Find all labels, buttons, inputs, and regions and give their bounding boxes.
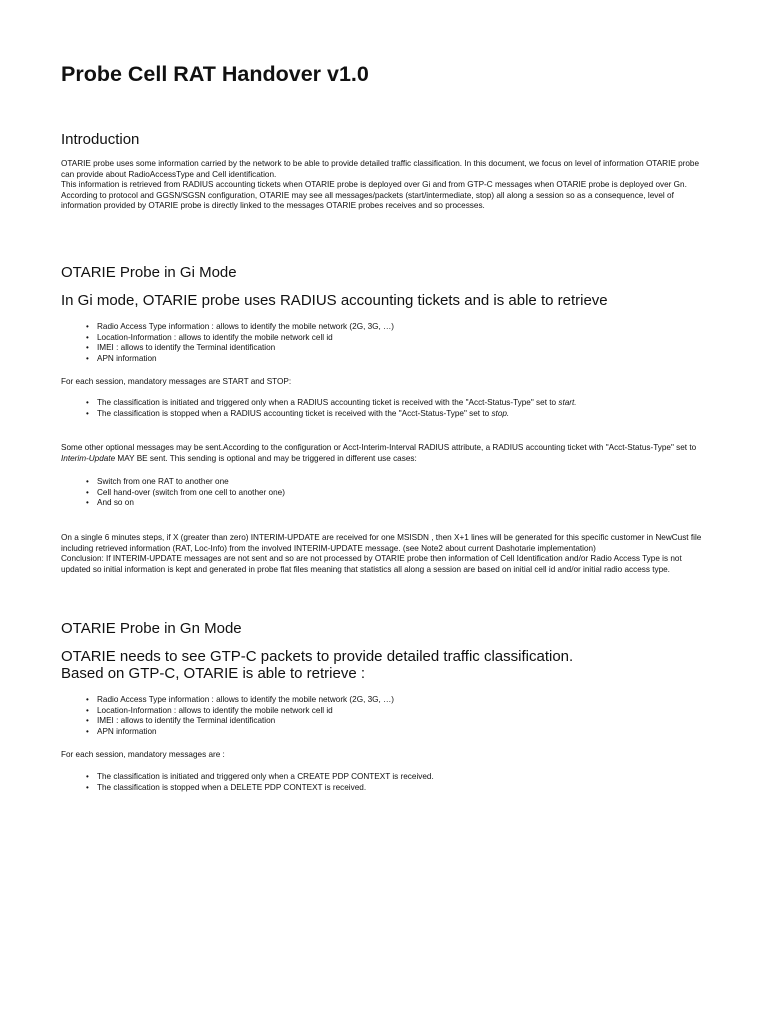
intro-paragraph-3: According to protocol and GGSN/SGSN configuration, OTARIE may see all messages/packets (start/intermediate, stop) all along a session so as a consequence, level of information provided by OTARIE probe is directly linked to the messages OTARIE probes receives and so processes.	[61, 190, 674, 211]
gi-subheading: In Gi mode, OTARIE probe uses RADIUS accounting tickets and is able to retrieve	[61, 292, 608, 309]
gn-subheading-line-2: Based on GTP-C, OTARIE is able to retrieve :	[61, 665, 365, 682]
list-item	[97, 398, 711, 409]
gn-heading: OTARIE Probe in Gn Mode	[61, 620, 242, 637]
gi-section	[61, 264, 711, 281]
list-item: • The classification is initiated and triggered only when a CREATE PDP CONTEXT is received.	[97, 772, 711, 783]
page-title: Probe Cell RAT Handover v1.0	[61, 62, 369, 86]
gn-mandatory-intro-wrap	[61, 750, 711, 761]
gi-optional-pre: Some other optional messages may be sent.According to the configuration or Acct-Interim-Interval RADIUS attribute, a RADIUS accounting ticket with "Acct-Status-Type" set to	[61, 443, 697, 452]
gi-single-steps-paragraph: On a single 6 minutes steps, if X (greater than zero) INTERIM-UPDATE are received for one MSISDN , then X+1 lines will be generated for this specific customer in NewCust file including retrieved information (RAT, Loc-Info) from the involved INTERIM-UPDATE message. (see Note2 about current Dashotarie implementation)	[61, 533, 702, 553]
gn-retrieve-list	[61, 695, 711, 737]
gi-optional-post: MAY BE sent. This sending is optional and may be triggered in different use cases:	[115, 453, 417, 463]
gi-heading: OTARIE Probe in Gi Mode	[61, 264, 237, 281]
gi-mandatory-intro: For each session, mandatory messages are START and STOP:	[61, 377, 292, 386]
gn-section	[61, 620, 711, 637]
intro-paragraph-2: This information is retrieved from RADIUS accounting tickets when OTARIE probe is deployed over Gi and from GTP-C messages when OTARIE probe is deployed over Gn.	[61, 180, 687, 190]
gi-mandatory-list	[61, 398, 711, 419]
gi-retrieve-list	[61, 322, 711, 364]
intro-section	[61, 131, 711, 148]
gi-optional-paragraph	[61, 443, 711, 464]
gi-steps-wrap	[61, 533, 711, 575]
list-item: • Radio Access Type information : allows to identify the mobile network (2G, 3G, …)	[97, 695, 711, 706]
gi-mandatory-intro-wrap	[61, 377, 711, 388]
gi-optional-wrap	[61, 443, 711, 464]
list-item: • Cell hand-over (switch from one cell to another one)	[97, 488, 711, 499]
gn-subheading-line-1: OTARIE needs to see GTP-C packets to provide detailed traffic classification.	[61, 648, 574, 665]
gi-retrieve-list-wrap	[61, 322, 711, 364]
list-item: • APN information	[97, 727, 711, 738]
intro-body	[61, 159, 711, 212]
list-item: • The classification is stopped when a DELETE PDP CONTEXT is received.	[97, 783, 711, 794]
list-item-text: The classification is stopped when a RADIUS accounting ticket is received with the "Acct-Status-Type" set to	[97, 408, 492, 418]
intro-heading: Introduction	[61, 131, 140, 148]
intro-paragraph-1: OTARIE probe uses some information carried by the network to be able to provide detailed traffic classification. In this document, we focus on level of information OTARIE probe can provide about RadioAccessType and Cell identification.	[61, 159, 700, 179]
gi-usecase-list-wrap	[61, 477, 711, 509]
gi-conclusion-paragraph: Conclusion: If INTERIM-UPDATE messages are not sent and so are not processed by OTARIE probe then information of Cell Identification and/or Radio Access Type is not updated so initial information is kept and generated in probe flat files meaning that statistics all along a session are based on initial cell id and/or initial radio access type.	[61, 554, 682, 574]
gn-retrieve-list-wrap	[61, 695, 711, 737]
gi-mandatory-list-wrap	[61, 398, 711, 419]
list-item-emphasis: stop.	[491, 408, 510, 418]
gi-subheading-wrap	[61, 292, 711, 309]
list-item: • Switch from one RAT to another one	[97, 477, 711, 488]
list-item: • Location-Information : allows to identify the mobile network cell id	[97, 706, 711, 717]
gn-mandatory-list	[61, 772, 711, 793]
gn-mandatory-list-wrap	[61, 772, 711, 793]
list-item: • Radio Access Type information : allows to identify the mobile network (2G, 3G, …)	[97, 322, 711, 333]
gi-optional-emph: Interim-Update	[61, 453, 116, 463]
list-item: • IMEI : allows to identify the Terminal identification	[97, 343, 711, 354]
list-item: • APN information	[97, 354, 711, 365]
list-item: • IMEI : allows to identify the Terminal identification	[97, 716, 711, 727]
list-item-emphasis: start.	[558, 398, 577, 407]
list-item-text: The classification is initiated and triggered only when a RADIUS accounting ticket is received with the "Acct-Status-Type" set to	[97, 398, 559, 407]
list-item: • And so on	[97, 498, 711, 509]
list-item: • Location-Information : allows to identify the mobile network cell id	[97, 333, 711, 344]
gn-mandatory-intro: For each session, mandatory messages are :	[61, 750, 225, 759]
gi-usecase-list	[61, 477, 711, 509]
gn-subheading-wrap	[61, 648, 711, 682]
list-item	[97, 409, 711, 420]
